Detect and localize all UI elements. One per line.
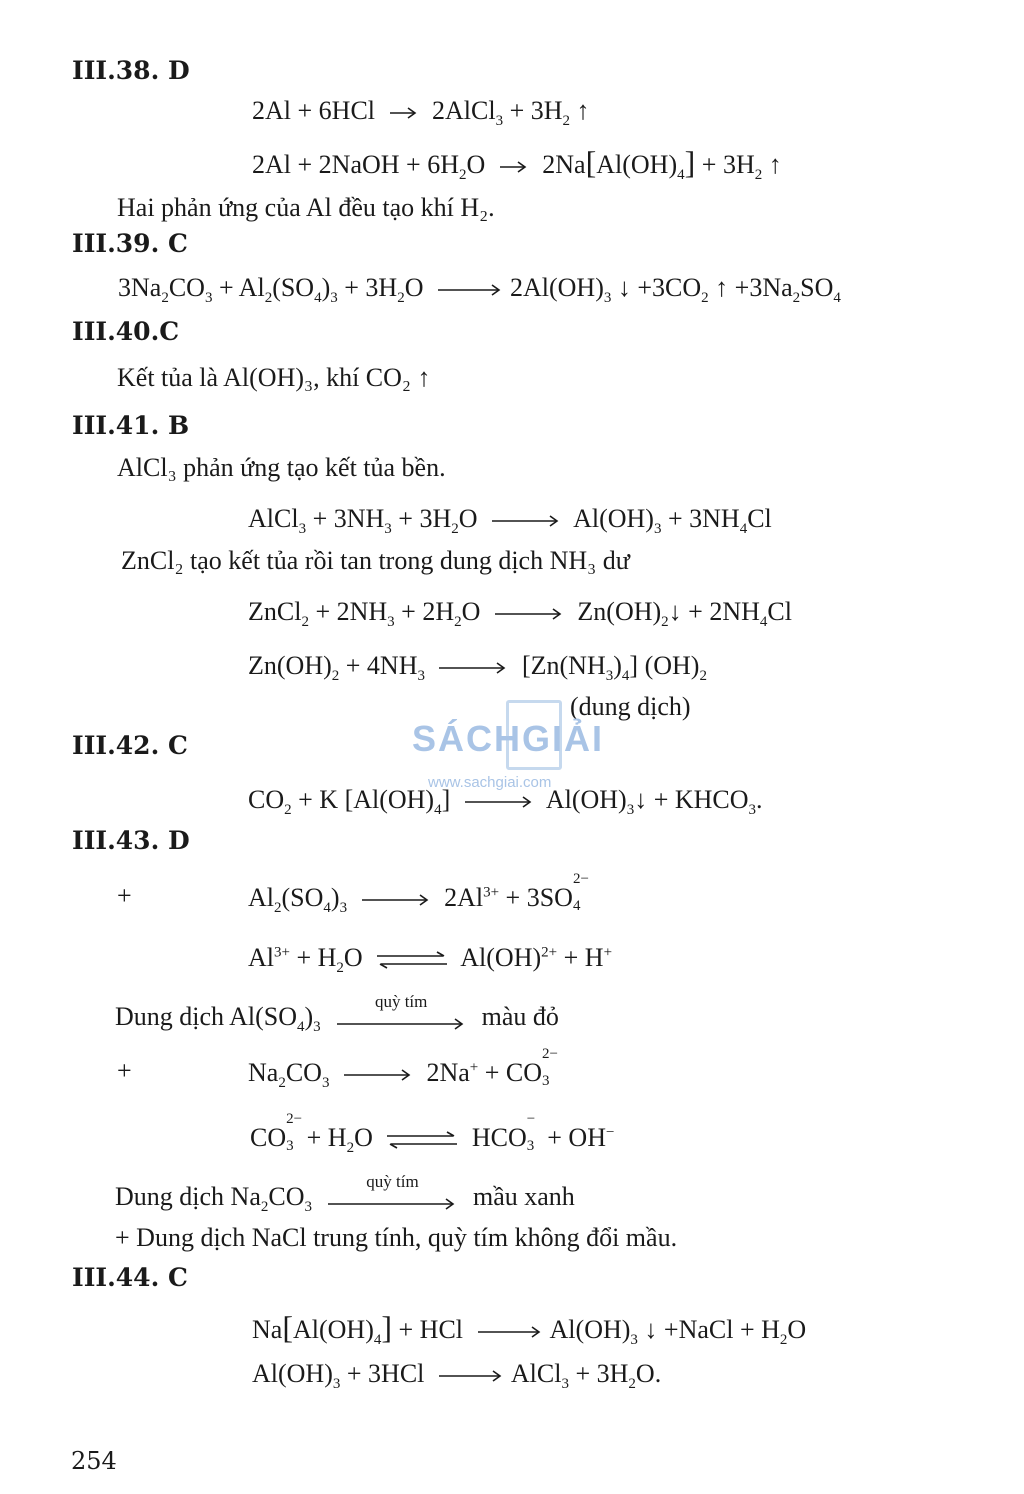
q44-equation-1: $Na[Al(OH)_4]$ + HCl $Al(OH)_3$ ↓ +NaCl + $H_2O$ bbox=[252, 1309, 807, 1349]
q43-note: + Dung dịch NaCl trung tính, quỳ tím không đổi mầu. bbox=[115, 1223, 678, 1252]
q38-equation-2: 2Al + 2NaOH + $6H_2O$ $2Na[Al(OH)_4] + 3H_2$ ↑ bbox=[252, 144, 782, 184]
watermark-logo bbox=[412, 700, 622, 796]
q38-note: Hai phản ứng của Al đều tạo khí H₂. bbox=[117, 193, 495, 222]
q44-equation-2: $Al(OH)_3 + 3HCl$ AlCl$_3$ + $3H_2O$. bbox=[252, 1359, 662, 1393]
q43-plus-1: + bbox=[117, 881, 132, 910]
q43-equation-4: CO 2− 3 + $H_2O$ HCO − 3 + OH− bbox=[250, 1111, 615, 1157]
watermark-url: www.sachgiai.com bbox=[428, 774, 552, 791]
q43-result-red: màu đỏ bbox=[481, 1002, 559, 1031]
q41-equation-3: $Zn(OH)_2 + 4NH_3$ $[Zn(NH_3)_4]$ $(OH)_2$ bbox=[248, 651, 707, 685]
litmus-arrow-2-label: quỳ tím bbox=[366, 1172, 419, 1192]
q43-heading: III.43. D bbox=[72, 826, 190, 855]
q44-heading: III.44. C bbox=[72, 1263, 188, 1292]
q41-solution-label: (dung dịch) bbox=[570, 692, 691, 721]
q43-equation-2: $Al^{3+} + H_2O$ Al(OH)$^{2+}$ + H+ bbox=[248, 943, 613, 977]
q41-equation-1: AlCl$_3$ + $3NH_3 + 3H_2O$ $Al(OH)_3 + 3NH_4Cl$ bbox=[248, 504, 772, 538]
q40-note: Kết tủa là Al(OH)₃, khí CO₂ ↑ bbox=[117, 363, 431, 392]
q43-litmus-line-1: Dung dịch $Al(SO_4)_3$ quỳ tím màu đỏ bbox=[115, 992, 559, 1036]
q41-note-2: ZnCl₂ tạo kết tủa rồi tan trong dung dịch NH₃ dư bbox=[121, 546, 630, 575]
q42-heading: III.42. C bbox=[72, 731, 188, 760]
q39-heading: III.39. C bbox=[72, 229, 188, 258]
litmus-arrow-1 bbox=[337, 992, 465, 1032]
q42-equation: $CO_2 + K$ $[Al(OH)_4]$ $Al(OH)_3↓$ + $KHCO_3$. bbox=[248, 785, 763, 819]
q43-litmus-line-2: Dung dịch $Na_2CO_3$ quỳ tím mầu xanh bbox=[115, 1172, 575, 1216]
q38-heading: III.38. D bbox=[72, 56, 190, 85]
q41-equation-2: ZnCl$_2$ + $2NH_3 + 2H_2O$ $Zn(OH)_2↓ + 2NH_4Cl$ bbox=[248, 597, 792, 631]
q41-heading: III.41. B bbox=[72, 411, 190, 440]
q38-equation-1: 2Al + 6HCl 2AlCl$_3$ + $3H_2$ ↑ bbox=[252, 96, 590, 130]
page-number: 254 bbox=[71, 1447, 117, 1475]
q41-note-1: AlCl₃ phản ứng tạo kết tủa bền. bbox=[117, 453, 446, 482]
litmus-arrow-2 bbox=[328, 1172, 456, 1212]
q43-plus-2: + bbox=[117, 1056, 132, 1085]
q43-equation-3: $Na_2CO_3$ 2Na+ + CO 2− 3 bbox=[248, 1046, 558, 1092]
litmus-arrow-1-label: quỳ tím bbox=[374, 992, 428, 1012]
q43-result-blue: mầu xanh bbox=[472, 1182, 575, 1211]
watermark-brand: SÁCHGIẢI bbox=[412, 718, 605, 759]
q40-heading: III.40.C bbox=[72, 317, 180, 346]
q39-equation: $3Na_2CO_3 + Al_2(SO_4)_3 + 3H_2O$ $2Al(OH)_3$ ↓ $+3CO_2$ ↑ $+3Na_2SO_4$ bbox=[118, 273, 841, 307]
q43-equation-1: $Al_2(SO_4)_3$ $2Al^{3+} + 3SO$ 2− 4 bbox=[248, 871, 589, 917]
